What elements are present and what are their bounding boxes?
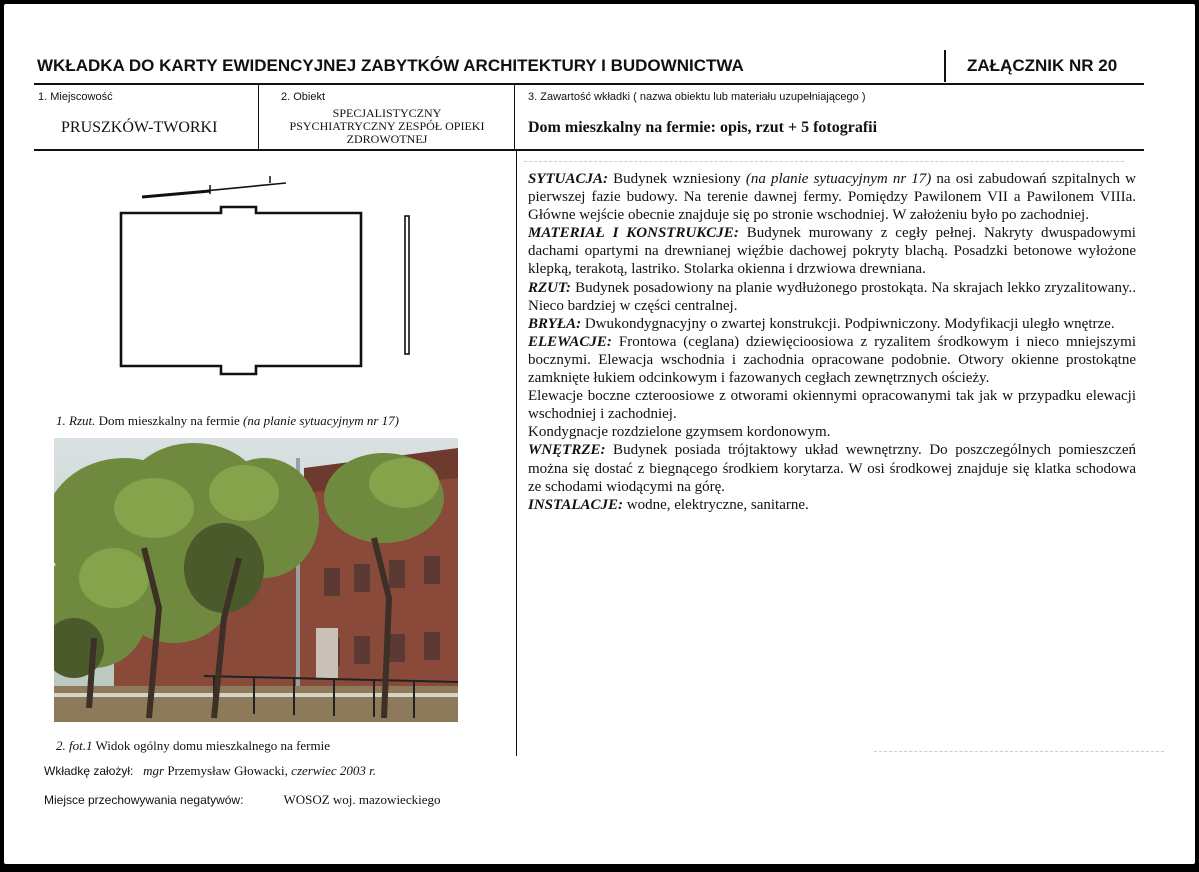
field-divider-1 bbox=[258, 85, 259, 149]
figure-1-text: Dom mieszkalny na fermie bbox=[95, 413, 244, 428]
figure-2-abbr: fot.1 bbox=[69, 738, 93, 753]
dashed-guide-bottom bbox=[874, 751, 1164, 752]
photo-scene bbox=[54, 438, 458, 722]
material-heading: MATERIAŁ I KONSTRUKCJE: bbox=[528, 225, 739, 242]
negatives-line bbox=[44, 792, 440, 808]
section-situation bbox=[528, 170, 1136, 224]
author-label: Wkładkę założył: bbox=[44, 764, 134, 778]
elevations-text: Frontowa (ceglana) dziewięcioosiowa z ryzalitem środkowym i nieco mniejszymi bocznymi. Elewacja wschodnia i zachodnia opracowane podobnie. Otwory okienne prostokątne zamknięte łukiem odcinkowym i fazowanych cegłach zewnętrznych ościeży. bbox=[528, 333, 1136, 387]
author-line bbox=[44, 763, 376, 779]
situation-text-b: na osi zabudowań szpitalnych w pierwszej fazie budowy. Na terenie dawnej fermy. Pomiędzy Pawilonem VII a Pawilonem VIIIa. Główne wejście obecnie znajduje się po stronie wschodniej. W założeniu było po zachodniej. bbox=[528, 171, 1136, 224]
bulk-text: Dwukondygnacyjny o zwartej konstrukcji. Podpiwniczony. Modyfikacji uległo wnętrze. bbox=[581, 315, 1115, 332]
negatives-value: WOSOZ woj. mazowieckiego bbox=[283, 792, 441, 807]
content-label: 3. Zawartość wkładki ( nazwa obiektu lub materiału uzupełniającego ) bbox=[528, 91, 866, 103]
installations-heading: INSTALACJE: bbox=[528, 496, 624, 513]
description-text bbox=[528, 170, 1136, 514]
north-arrow-head bbox=[142, 191, 210, 197]
plan-heading: RZUT: bbox=[528, 279, 572, 296]
installations-text: wodne, elektryczne, sanitarne. bbox=[623, 496, 809, 513]
header-rule bbox=[34, 83, 1144, 85]
dashed-guide-top bbox=[524, 161, 1124, 162]
object-value-line-2: PSYCHIATRYCZNY ZESPÓŁ OPIEKI bbox=[289, 119, 485, 133]
section-installations bbox=[528, 496, 1136, 514]
situation-text-a: Budynek wzniesiony bbox=[608, 171, 746, 187]
object-value-line-3: ZDROWOTNEJ bbox=[346, 132, 428, 146]
document-title: WKŁADKA DO KARTY EWIDENCYJNEJ ZABYTKÓW ARCHITEKTURY I BUDOWNICTWA bbox=[37, 56, 744, 75]
figure-1-caption bbox=[56, 413, 399, 429]
section-bulk bbox=[528, 315, 1136, 333]
floor-plan-outline bbox=[121, 207, 361, 374]
plan-text: Budynek posadowiony na planie wydłużonego prostokąta. Na skrajach lekko zryzalitowany.. Nieco bardziej w części centralnej. bbox=[528, 279, 1136, 314]
section-material bbox=[528, 224, 1136, 278]
bulk-heading: BRYŁA: bbox=[528, 315, 582, 332]
object-value-line-1: SPECJALISTYCZNY bbox=[332, 107, 442, 120]
figure-2-text: Widok ogólny domu mieszkalnego na fermie bbox=[92, 738, 331, 753]
figure-2-caption bbox=[56, 738, 330, 754]
figure-2-number: 2. bbox=[56, 738, 66, 753]
content-value: Dom mieszkalny na fermie: opis, rzut + 5 fotografii bbox=[528, 119, 878, 136]
elevations-heading: ELEWACJE: bbox=[528, 333, 612, 350]
section-interior bbox=[528, 441, 1136, 495]
object-label: 2. Obiekt bbox=[281, 91, 326, 103]
author-title: mgr bbox=[143, 763, 165, 778]
elevations-text-2: Elewacje boczne czteroosiowe z otworami okiennymi opracowanymi tak jak w przypadku elewacji wschodniej i zachodniej. bbox=[528, 388, 1136, 423]
section-plan bbox=[528, 279, 1136, 315]
floor-plan-drawing bbox=[104, 164, 434, 394]
fields-rule bbox=[34, 149, 1144, 151]
situation-heading: SYTUACJA: bbox=[528, 171, 609, 187]
interior-text: Budynek posiada trójtaktowy układ wewnętrzny. Do poszczególnych pomieszczeń można się dostać z biegnącego środkiem korytarza. W osi środkowej znajduje się klatka schodowa ze schodami wiodącymi na górę. bbox=[528, 442, 1136, 495]
author-date: czerwiec 2003 r. bbox=[291, 763, 377, 778]
building-photograph bbox=[54, 438, 458, 722]
header-divider bbox=[944, 50, 946, 82]
place-label: 1. Miejscowość bbox=[38, 91, 113, 103]
material-text: Budynek murowany z cegły pełnej. Nakryty dwuspadowymi dachami opartymi na drewnianej więźbie dachowej pokryty blachą. Posadzki betonowe wyłożone klepką, terakotą, lastriko. Stolarka okienna i drzwiowa drewniana. bbox=[528, 225, 1136, 278]
negatives-label: Miejsce przechowywania negatywów: bbox=[44, 793, 244, 807]
author-name: Przemysław Głowacki, bbox=[164, 763, 292, 778]
figure-1-number: 1. bbox=[56, 413, 66, 428]
place-value: PRUSZKÓW-TWORKI bbox=[61, 119, 218, 136]
elevations-text-3: Kondygnacje rozdzielone gzymsem kordonowym. bbox=[528, 424, 831, 441]
document-page bbox=[4, 4, 1195, 864]
scale-bar bbox=[405, 216, 409, 354]
column-divider bbox=[516, 151, 517, 756]
situation-note: (na planie sytuacyjnym nr 17) bbox=[745, 171, 932, 187]
object-value bbox=[263, 107, 511, 147]
section-elevations bbox=[528, 333, 1136, 387]
figure-1-note: (na planie sytuacyjnym nr 17) bbox=[243, 413, 399, 428]
annex-number: ZAŁĄCZNIK NR 20 bbox=[967, 56, 1118, 75]
figure-1-abbr: Rzut. bbox=[69, 413, 96, 428]
interior-heading: WNĘTRZE: bbox=[528, 442, 606, 459]
field-divider-2 bbox=[514, 85, 515, 149]
